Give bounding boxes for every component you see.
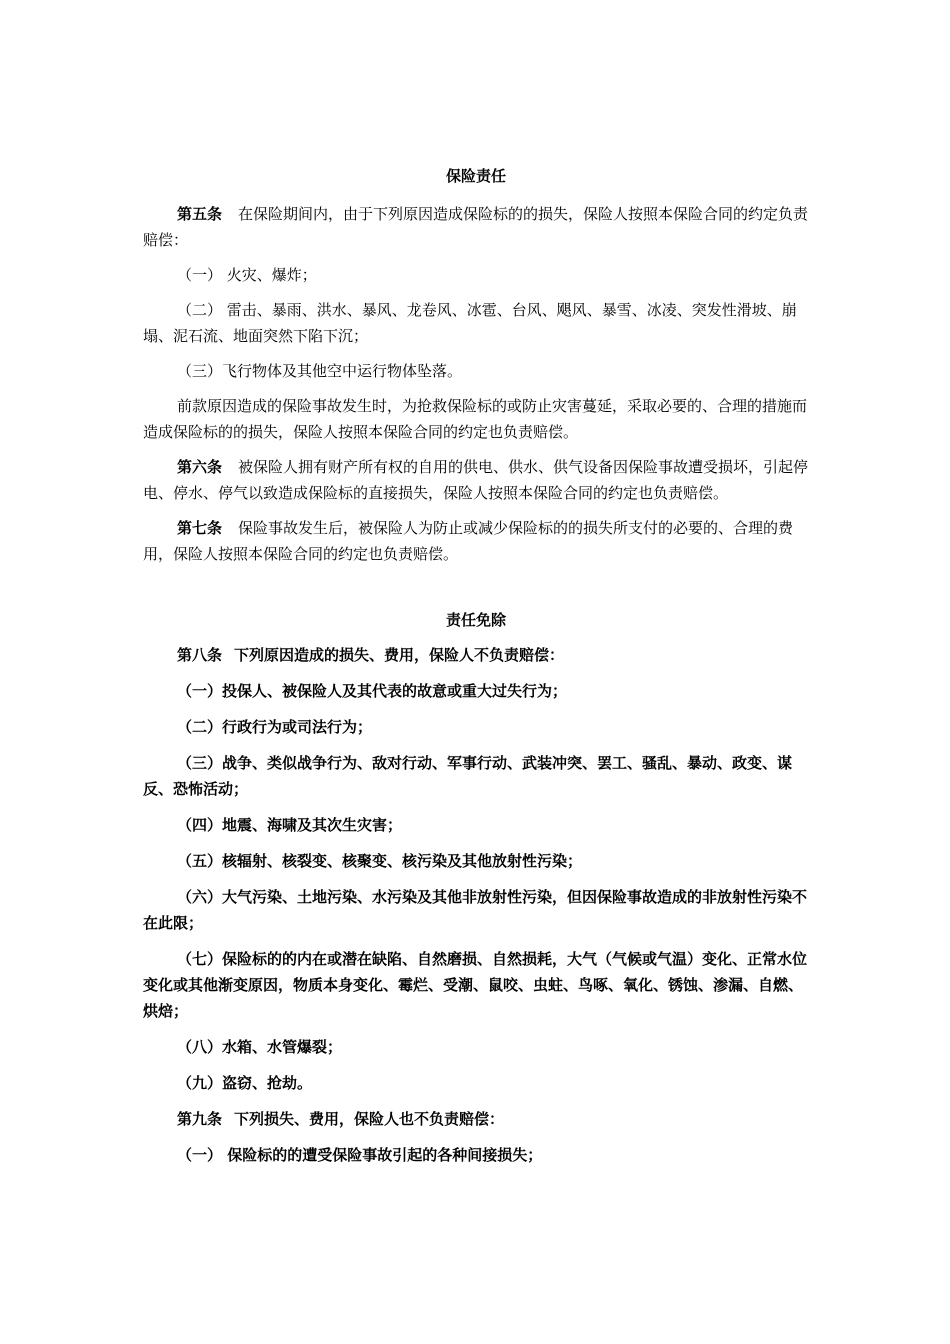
list-item: （四）地震、海啸及其次生灾害； (177, 816, 403, 834)
list-item: （五）核辐射、核裂变、核聚变、核污染及其他放射性污染； (177, 852, 583, 870)
list-item: （三）战争、类似战争行为、敌对行动、军事行动、武装冲突、罢工、骚乱、暴动、政变、谋反、恐怖活动； (143, 754, 793, 798)
article-label: 第五条 (177, 205, 223, 223)
list-item: （八）水箱、水管爆裂； (177, 1038, 343, 1056)
article-6 (143, 454, 809, 506)
article-label: 第六条 (177, 458, 223, 476)
list-item: （六）大气污染、土地污染、水污染及其他非放射性污染，但因保险事故造成的非放射性污染不在此限； (143, 888, 808, 932)
article-7 (143, 515, 809, 567)
list-item: （二）行政行为或司法行为； (177, 718, 373, 736)
list-item: （一）投保人、被保险人及其代表的故意或重大过失行为； (177, 682, 568, 700)
article-8 (143, 642, 809, 668)
list-item: （一） 保险标的的遭受保险事故引起的各种间接损失； (177, 1146, 543, 1164)
article-text: 被保险人拥有财产所有权的自用的供电、供水、供气设备因保险事故遭受损坏，引起停电、停水、停气以致造成保险标的直接损失，保险人按照本保险合同的约定也负责赔偿。 (143, 458, 809, 502)
document-body (143, 163, 809, 1178)
section-title: 责任免除 (445, 611, 506, 629)
section-exclusions (143, 607, 809, 1168)
article-9 (143, 1106, 809, 1132)
article-text: 下列原因造成的损失、费用，保险人不负责赔偿： (234, 646, 565, 664)
section-insurance-liability (143, 163, 809, 567)
list-item: （九）盗窃、抢劫。 (177, 1074, 313, 1092)
article-label: 第九条 (177, 1110, 223, 1128)
article-5 (143, 201, 809, 253)
list-item: （一） 火灾、爆炸； (177, 266, 317, 284)
list-item: （七）保险标的的内在或潜在缺陷、自然磨损、自然损耗，大气（气候或气温）变化、正常水位变化或其他渐变原因，物质本身变化、霉烂、受潮、鼠咬、虫蛀、鸟啄、氧化、锈蚀、渗漏、自燃、烘焙； (143, 950, 808, 1020)
article-text: 下列损失、费用，保险人也不负责赔偿： (234, 1110, 505, 1128)
article-label: 第七条 (177, 519, 223, 537)
section-title: 保险责任 (445, 167, 506, 185)
article-label: 第八条 (177, 646, 223, 664)
list-item: （二） 雷击、暴雨、洪水、暴风、龙卷风、冰雹、台风、飓风、暴雪、冰凌、突发性滑坡、崩塌、泥石流、地面突然下陷下沉； (143, 301, 797, 345)
article-text: 在保险期间内，由于下列原因造成保险标的的损失，保险人按照本保险合同的约定负责赔偿： (143, 205, 809, 249)
list-item: （三）飞行物体及其他空中运行物体坠落。 (177, 362, 463, 380)
article-text: 保险事故发生后，被保险人为防止或减少保险标的的损失所支付的必要的、合理的费用，保险人按照本保险合同的约定也负责赔偿。 (143, 519, 794, 563)
paragraph: 前款原因造成的保险事故发生时，为抢救保险标的或防止灾害蔓延，采取必要的、合理的措施而造成保险标的的损失，保险人按照本保险合同的约定也负责赔偿。 (143, 397, 808, 441)
